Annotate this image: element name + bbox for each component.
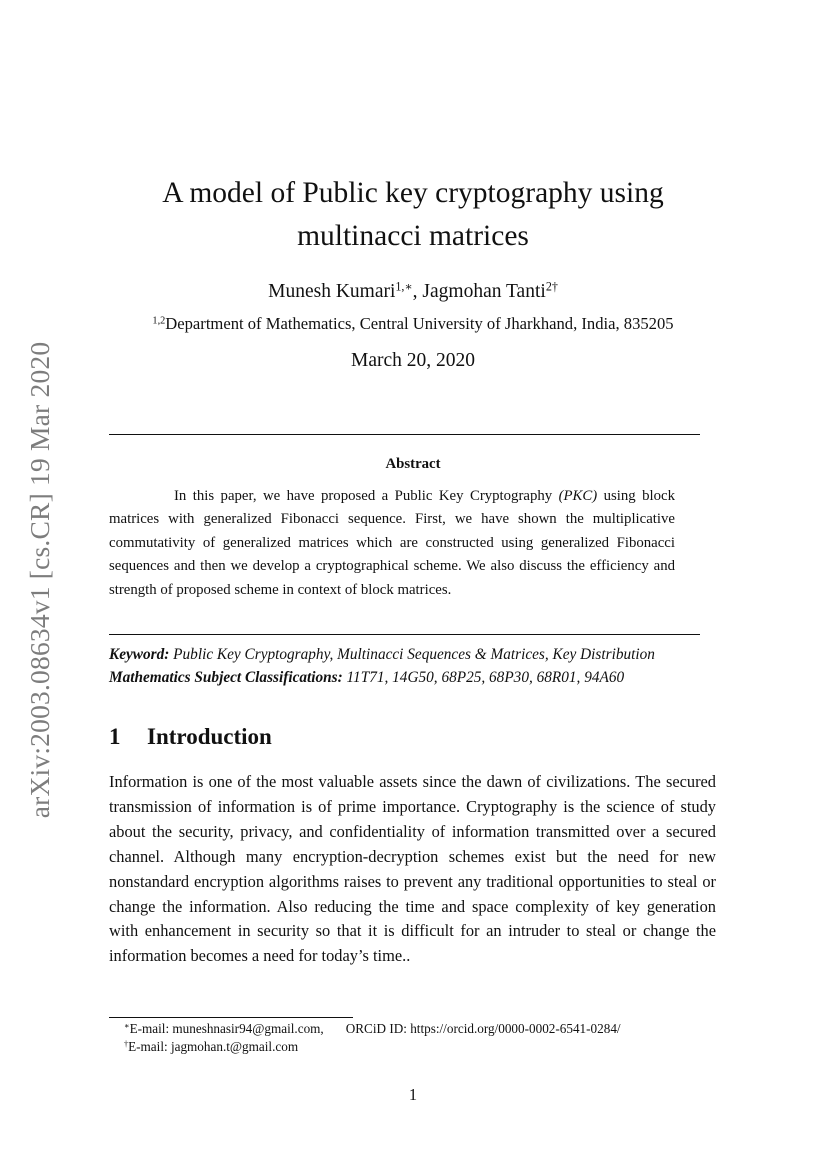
title-line-2: multinacci matrices <box>297 220 529 252</box>
footnote-rule <box>109 1017 353 1018</box>
footnote-2-mark: † <box>124 1039 129 1049</box>
abstract-heading: Abstract <box>385 456 441 472</box>
footnote-1-mark: ∗ <box>124 1021 130 1031</box>
page-number: 1 <box>408 1085 418 1104</box>
author-1-mark: 1,∗ <box>395 279 413 294</box>
abstract-pkc-symbol: (PKC) <box>558 488 598 504</box>
keywords-value: Public Key Cryptography, Multinacci Sequences & Matrices, Key Distribution <box>173 646 655 663</box>
abstract-top-rule <box>109 434 700 435</box>
author-list <box>0 281 826 303</box>
footnote-2-email: E-mail: jagmohan.t@gmail.com <box>128 1039 299 1054</box>
msc-value: 11T71, 14G50, 68P25, 68P30, 68R01, 94A60 <box>346 669 625 686</box>
abstract-bottom-rule <box>109 634 700 635</box>
footnote-1 <box>124 1021 621 1037</box>
affiliation-text: Department of Mathematics, Central University of Jharkhand, India, 835205 <box>165 314 674 333</box>
msc-label: Mathematics Subject Classifications: <box>109 669 343 686</box>
section-heading <box>109 724 272 750</box>
introduction-paragraph: Information is one of the most valuable assets since the dawn of civilizations. The secured transmission of information is of prime importance. Cryptography is the science of study about the security, privacy, and confidentiality of information transmitted over a secured channel. Although many encryption-decryption schemes exist but the need for new nonstandard encryption algorithms raises to prevent any traditional opportunities to steal or change the information. Also reducing the time and space complexity of key generation with enhancement in security so that it is difficult for an intruder to steal or change the information becomes a need for today’s time.. <box>109 772 716 966</box>
msc-line <box>109 669 709 687</box>
section-title: Introduction <box>147 724 272 749</box>
arxiv-identifier-stamp: arXiv:2003.08634v1 [cs.CR] 19 Mar 2020 <box>24 341 55 819</box>
footnote-1-orcid: ORCiD ID: https://orcid.org/0000-0002-6541-0284/ <box>345 1021 621 1036</box>
title-line-1: A model of Public key cryptography using <box>162 177 664 209</box>
affiliation <box>0 314 826 334</box>
footnote-1-email: E-mail: muneshnasir94@gmail.com, <box>129 1021 324 1036</box>
paper-date: March 20, 2020 <box>350 350 476 371</box>
abstract-text-start: In this paper, we have proposed a Public Key Cryptography <box>174 488 559 504</box>
abstract-text-rest: using block matrices with generalized Fibonacci sequence. First, we have shown the multiplicative commutativity of generalized matrices which are constructed using generalized Fibonacci sequences and then we develop a cryptographical scheme. We also discuss the efficiency and strength of proposed scheme in context of block matrices. <box>109 488 675 598</box>
paper-title <box>0 172 826 258</box>
author-separator: , <box>412 281 423 302</box>
author-1-name: Munesh Kumari <box>268 281 396 302</box>
abstract-body <box>109 485 675 602</box>
section-number: 1 <box>109 724 121 749</box>
author-2-mark: 2† <box>545 279 558 294</box>
author-2-name: Jagmohan Tanti <box>422 281 546 302</box>
affiliation-mark: 1,2 <box>152 315 166 327</box>
keywords-label: Keyword: <box>109 646 170 663</box>
keywords-line <box>109 646 709 664</box>
footnote-2 <box>124 1039 298 1055</box>
